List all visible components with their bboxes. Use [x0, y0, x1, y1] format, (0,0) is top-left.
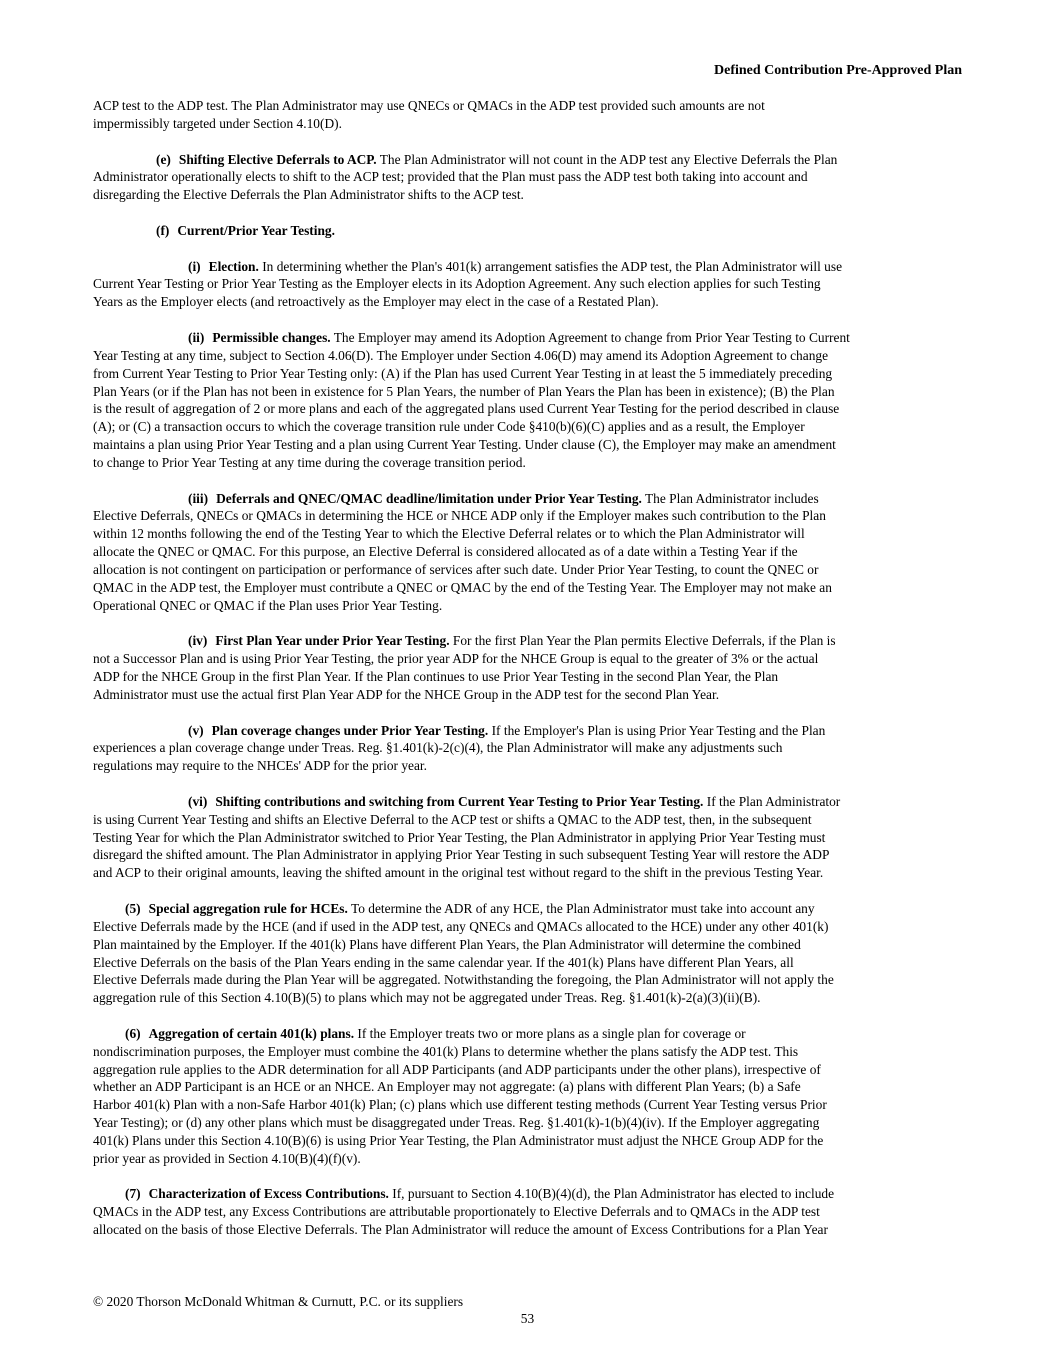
body-text: impermissibly targeted under Section 4.10(D). — [93, 115, 342, 131]
body-text: maintains a plan using Prior Year Testing and a plan using Current Year Testing. Under clause (C), the Employer may make an amendment — [93, 437, 836, 453]
body-text: QMAC in the ADP test, the Employer must contribute a QNEC or QMAC by the end of the Testing Year. The Employer may not make an — [93, 579, 832, 595]
body-text: The Plan Administrator will not count in the ADP test any Elective Deferrals the Plan — [376, 151, 838, 167]
text-line — [93, 436, 963, 454]
text-line — [93, 507, 963, 525]
section-heading: Plan coverage changes under Prior Year Testing. — [211, 722, 489, 738]
body-text: Elective Deferrals, QNECs or QMACs in determining the HCE or NHCE ADP only if the Employer makes such contribution to the Plan — [93, 508, 826, 524]
section-marker: (6) — [125, 1025, 141, 1041]
text-line — [93, 400, 963, 418]
body-text: and ACP to their original amounts, leaving the shifted amount in the original test without regard to the shift in the previous Testing Year. — [93, 865, 824, 881]
body-text: disregard the shifted amount. The Plan Administrator in applying Prior Year Testing in such subsequent Testing Year will restore the ADP — [93, 847, 830, 863]
text-line — [93, 1132, 963, 1150]
body-text: whether an ADP Participant is an HCE or an NHCE. An Employer may not aggregate: (a) plans with different Plan Years; (b) a Safe — [93, 1079, 801, 1095]
body-text: is the result of aggregation of 2 or more plans and each of the aggregated plans used Current Year Testing for the period described in clause — [93, 401, 840, 417]
section-heading: Deferrals and QNEC/QMAC deadline/limitation under Prior Year Testing. — [216, 490, 642, 506]
section-heading: Aggregation of certain 401(k) plans. — [148, 1025, 355, 1041]
text-line — [93, 347, 963, 365]
text-line — [93, 1096, 963, 1114]
body-text: If, pursuant to Section 4.10(B)(4)(d), the Plan Administrator has elected to include — [388, 1186, 835, 1202]
body-text: allocated on the basis of those Elective Deferrals. The Plan Administrator will reduce the amount of Excess Contributions for a Plan Year — [93, 1222, 828, 1238]
body-text: Operational QNEC or QMAC if the Plan uses Prior Year Testing. — [93, 597, 443, 613]
text-line — [93, 418, 963, 436]
section-marker: (iii) — [188, 490, 209, 506]
text-line — [93, 258, 963, 276]
text-line — [93, 597, 963, 615]
text-line — [93, 454, 963, 472]
body-text: Testing Year for which the Plan Administrator switched to Prior Year Testing, the Plan Administrator in applying Prior Year Testing must — [93, 829, 826, 845]
text-line — [93, 686, 963, 704]
text-line — [93, 1043, 963, 1061]
text-line — [93, 632, 963, 650]
body-text: In determining whether the Plan's 401(k) arrangement satisfies the ADP test, the Plan Administrator will use — [258, 258, 843, 274]
text-line — [93, 1203, 963, 1221]
section-marker: (5) — [125, 900, 141, 916]
body-text: QMACs in the ADP test, any Excess Contributions are attributable proportionately to Elective Deferrals and to QMACs in the ADP test — [93, 1204, 820, 1220]
text-line — [93, 579, 963, 597]
paragraph-5 — [93, 900, 963, 1007]
text-line — [93, 971, 963, 989]
text-line — [93, 115, 963, 133]
text-line — [93, 722, 963, 740]
body-text: allocate the QNEC or QMAC. For this purpose, an Elective Deferral is considered allocated as of a date within a Testing Year if the — [93, 544, 798, 560]
text-line — [93, 365, 963, 383]
text-line — [93, 561, 963, 579]
text-line — [93, 222, 963, 240]
section-heading: Shifting Elective Deferrals to ACP. — [178, 151, 377, 167]
text-line — [93, 739, 963, 757]
paragraph-f-vi — [93, 793, 963, 882]
body-text: To determine the ADR of any HCE, the Plan Administrator must take into account any — [347, 900, 815, 916]
section-marker: (iv) — [188, 633, 208, 649]
body-text: is using Current Year Testing and shifts an Elective Deferral to the ACP test or shifts a QMAC to the ADP test, then, in the subsequent — [93, 811, 812, 827]
paragraph-f-v — [93, 722, 963, 776]
body-text: The Plan Administrator includes — [641, 490, 819, 506]
text-line — [93, 829, 963, 847]
body-text: from Current Year Testing to Prior Year Testing only: (A) if the Plan has used Current Year Testing in at least the 5 immediately preceding — [93, 365, 833, 381]
text-line — [93, 293, 963, 311]
section-marker: (i) — [188, 258, 201, 274]
body-text: disregarding the Elective Deferrals the Plan Administrator shifts to the ACP test. — [93, 187, 524, 203]
paragraph-e — [93, 151, 963, 205]
body-text: aggregation rule of this Section 4.10(B)(5) to plans which may not be aggregated under Treas. Reg. §1.401(k)-2(a)(3)(ii)(B). — [93, 990, 761, 1006]
page-number: 53 — [520, 1311, 535, 1326]
running-header: Defined Contribution Pre-Approved Plan — [714, 63, 962, 78]
body-text: allocation is not contingent on participation or performance of services after such date. Under Prior Year Testing, to count the QNEC or — [93, 561, 819, 577]
body-text: For the first Plan Year the Plan permits Elective Deferrals, if the Plan is — [449, 633, 836, 649]
section-heading: Shifting contributions and switching from Current Year Testing to Prior Year Testing. — [215, 793, 704, 809]
section-heading: Characterization of Excess Contributions. — [148, 1186, 389, 1202]
text-line — [93, 989, 963, 1007]
section-marker: (7) — [125, 1186, 141, 1202]
section-marker: (ii) — [188, 329, 205, 345]
text-line — [93, 1025, 963, 1043]
paragraph-f-ii — [93, 329, 963, 472]
text-line — [93, 918, 963, 936]
body-text: to change to Prior Year Testing at any time during the coverage transition period. — [93, 454, 526, 470]
body-text: Administrator must use the actual first Plan Year ADP for the NHCE Group in the ADP test for the second Plan Year. — [93, 686, 720, 702]
text-line — [93, 383, 963, 401]
body-text: ADP for the NHCE Group in the first Plan Year. If the Plan continues to use Prior Year Testing in the second Plan Year, the Plan — [93, 669, 779, 684]
body-text: 401(k) Plans under this Section 4.10(B)(6) is using Prior Year Testing, the Plan Administrator must adjust the NHCE Group ADP for the — [93, 1132, 824, 1148]
section-marker: (e) — [156, 151, 171, 167]
document-body — [93, 97, 963, 1257]
body-text: Harbor 401(k) Plan with a non-Safe Harbor 401(k) Plan; (c) plans which use different testing methods (Current Year Testing versus Prior — [93, 1097, 827, 1113]
paragraph-f-iii — [93, 490, 963, 615]
text-line — [93, 936, 963, 954]
section-marker: (f) — [156, 222, 170, 238]
body-text: ACP test to the ADP test. The Plan Administrator may use QNECs or QMACs in the ADP test provided such amounts are not — [93, 98, 765, 113]
body-text: If the Plan Administrator — [703, 793, 841, 809]
body-text: experiences a plan coverage change under Treas. Reg. §1.401(k)-2(c)(4), the Plan Administrator will make any adjustments such — [93, 740, 783, 756]
paragraph-7 — [93, 1185, 963, 1239]
body-text: aggregation rule applies to the ADR determination for all ADP Participants (and ADP participants under the other plans), irrespective of — [93, 1061, 821, 1077]
footer-copyright: © 2020 Thorson McDonald Whitman & Curnutt, P.C. or its suppliers — [93, 1294, 464, 1309]
text-line — [93, 1061, 963, 1079]
body-text: Plan Years (or if the Plan has not been in existence for 5 Plan Years, the number of Plan Years the Plan has been in existence); (B) the Plan — [93, 383, 835, 399]
text-line — [93, 1150, 963, 1168]
text-line — [93, 543, 963, 561]
text-line — [93, 490, 963, 508]
text-line — [93, 1114, 963, 1132]
text-line — [93, 329, 963, 347]
text-line — [93, 793, 963, 811]
section-heading: Current/Prior Year Testing. — [177, 222, 335, 238]
body-text: Plan maintained by the Employer. If the 401(k) Plans have different Plan Years, the Plan Administrator will determine the combined — [93, 936, 801, 952]
body-text: regulations may require to the NHCEs' ADP for the prior year. — [93, 758, 427, 774]
text-line — [93, 186, 963, 204]
body-text: The Employer may amend its Adoption Agreement to change from Prior Year Testing to Current — [330, 329, 850, 345]
text-line — [93, 668, 963, 686]
text-line — [93, 757, 963, 775]
section-heading: First Plan Year under Prior Year Testing. — [215, 633, 450, 649]
paragraph-f — [93, 222, 963, 240]
text-line — [93, 168, 963, 186]
body-text: Elective Deferrals on the basis of the Plan Years ending in the same calendar year. If the 401(k) Plans have different Plan Years, all — [93, 954, 794, 970]
body-text: prior year as provided in Section 4.10(B)(4)(f)(v). — [93, 1150, 361, 1166]
text-line — [93, 650, 963, 668]
paragraph-cont — [93, 97, 963, 133]
text-line — [93, 954, 963, 972]
text-line — [93, 151, 963, 169]
section-marker: (v) — [188, 722, 204, 738]
body-text: Year Testing at any time, subject to Section 4.06(D). The Employer under Section 4.06(D) may amend its Adoption Agreement to change — [93, 347, 829, 363]
body-text: If the Employer's Plan is using Prior Year Testing and the Plan — [488, 722, 826, 738]
text-line — [93, 525, 963, 543]
body-text: (A); or (C) a transaction occurs to which the coverage transition rule under Code §410(b)(6)(C) applies and as a result, the Employer — [93, 419, 805, 435]
text-line — [93, 864, 963, 882]
paragraph-f-i — [93, 258, 963, 312]
body-text: If the Employer treats two or more plans as a single plan for coverage or — [354, 1025, 746, 1041]
section-heading: Permissible changes. — [212, 329, 331, 345]
section-marker: (vi) — [188, 793, 208, 809]
section-heading: Special aggregation rule for HCEs. — [148, 900, 348, 916]
body-text: Elective Deferrals made during the Plan Year will be aggregated. Notwithstanding the foregoing, the Plan Administrator will not apply the — [93, 972, 834, 988]
text-line — [93, 900, 963, 918]
paragraph-6 — [93, 1025, 963, 1168]
body-text: Years as the Employer elects (and retroactively as the Employer may elect in the case of a Restated Plan). — [93, 294, 659, 310]
text-line — [93, 275, 963, 293]
text-line — [93, 846, 963, 864]
body-text: not a Successor Plan and is using Prior Year Testing, the prior year ADP for the NHCE Group is equal to the greater of 3% or the actual — [93, 651, 819, 667]
text-line — [93, 811, 963, 829]
body-text: Year Testing); or (d) any other plans which must be disaggregated under Treas. Reg. §1.401(k)-1(b)(4)(iv). If the Employer aggregating — [93, 1115, 820, 1131]
text-line — [93, 97, 963, 115]
text-line — [93, 1221, 963, 1239]
section-heading: Election. — [208, 258, 259, 274]
body-text: Elective Deferrals made by the HCE (and if used in the ADP test, any QNECs and QMACs allocated to the HCE) under any other 401(k) — [93, 918, 829, 934]
body-text: Administrator operationally elects to shift to the ACP test; provided that the Plan must pass the ADP test both taking into account and — [93, 169, 808, 185]
body-text: within 12 months following the end of the Testing Year to which the Elective Deferral relates or to which the Plan Administrator will — [93, 526, 805, 542]
text-line — [93, 1078, 963, 1096]
body-text: Current Year Testing or Prior Year Testing as the Employer elects in its Adoption Agreement. Any such election applies for such Testing — [93, 276, 821, 292]
paragraph-f-iv — [93, 632, 963, 703]
text-line — [93, 1185, 963, 1203]
body-text: nondiscrimination purposes, the Employer must combine the 401(k) Plans to determine whether the plans satisfy the ADP test. This — [93, 1043, 799, 1059]
